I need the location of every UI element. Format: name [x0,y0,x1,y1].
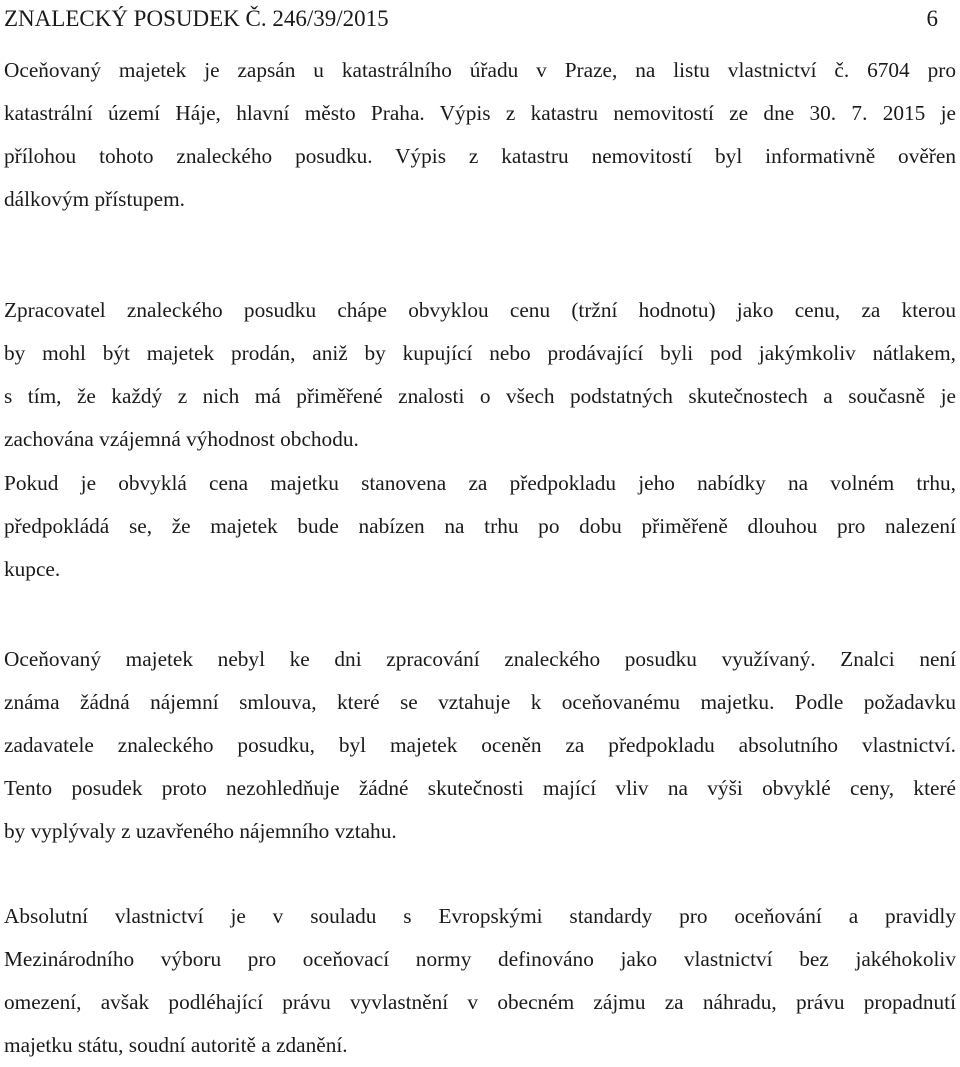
text-line: katastrální území Háje, hlavní město Praha. Výpis z katastru nemovitostí ze dne 30. 7. 2015 je [4,101,956,125]
text-line: Oceňovaný majetek nebyl ke dni zpracování znaleckého posudku využívaný. Znalci není [4,647,956,671]
text-line: by vyplývaly z uzavřeného nájemního vztahu. [4,819,397,843]
text-line: Zpracovatel znaleckého posudku chápe obvyklou cenu (tržní hodnotu) jako cenu, za kterou [4,298,956,322]
paragraph-cadastre [4,49,956,221]
text-line: Absolutní vlastnictví je v souladu s Evropskými standardy pro oceňování a pravidly [4,904,956,928]
paragraph-property-use [4,638,956,853]
page-header [4,2,938,36]
paragraph-absolute-ownership [4,895,956,1067]
text-line: kupce. [4,557,61,581]
text-line: by mohl být majetek prodán, aniž by kupující nebo prodávající byli pod jakýmkoliv nátlakem, [4,341,956,365]
text-line: Tento posudek proto nezohledňuje žádné skutečnosti mající vliv na výši obvyklé ceny, které [4,776,956,800]
paragraph-market-value [4,289,956,461]
text-line: Pokud je obvyklá cena majetku stanovena za předpokladu jeho nabídky na volném trhu, [4,471,956,495]
text-line: Oceňovaný majetek je zapsán u katastrálního úřadu v Praze, na listu vlastnictví č. 6704 pro [4,58,956,82]
page-number: 6 [926,6,938,31]
text-line: známa žádná nájemní smlouva, které se vztahuje k oceňovanému majetku. Podle požadavku [4,690,956,714]
text-line: dálkovým přístupem. [4,187,186,211]
paragraph-free-market [4,462,956,591]
document-title: ZNALECKÝ POSUDEK Č. 246/39/2015 [4,6,389,31]
text-line: majetku státu, soudní autoritě a zdanění. [4,1033,348,1057]
text-line: s tím, že každý z nich má přiměřené znalosti o všech podstatných skutečnostech a současně je [4,384,956,408]
text-line: Mezinárodního výboru pro oceňovací normy definováno jako vlastnictví bez jakéhokoliv [4,947,956,971]
text-line: zachována vzájemná výhodnost obchodu. [4,427,359,451]
text-line: zadavatele znaleckého posudku, byl majetek oceněn za předpokladu absolutního vlastnictví. [4,733,956,757]
text-line: přílohou tohoto znaleckého posudku. Výpis z katastru nemovitostí byl informativně ověřen [4,144,956,168]
text-line: předpokládá se, že majetek bude nabízen na trhu po dobu přiměřeně dlouhou pro nalezení [4,514,956,538]
text-line: omezení, avšak podléhající právu vyvlastnění v obecném zájmu za náhradu, právu propadnutí [4,990,956,1014]
